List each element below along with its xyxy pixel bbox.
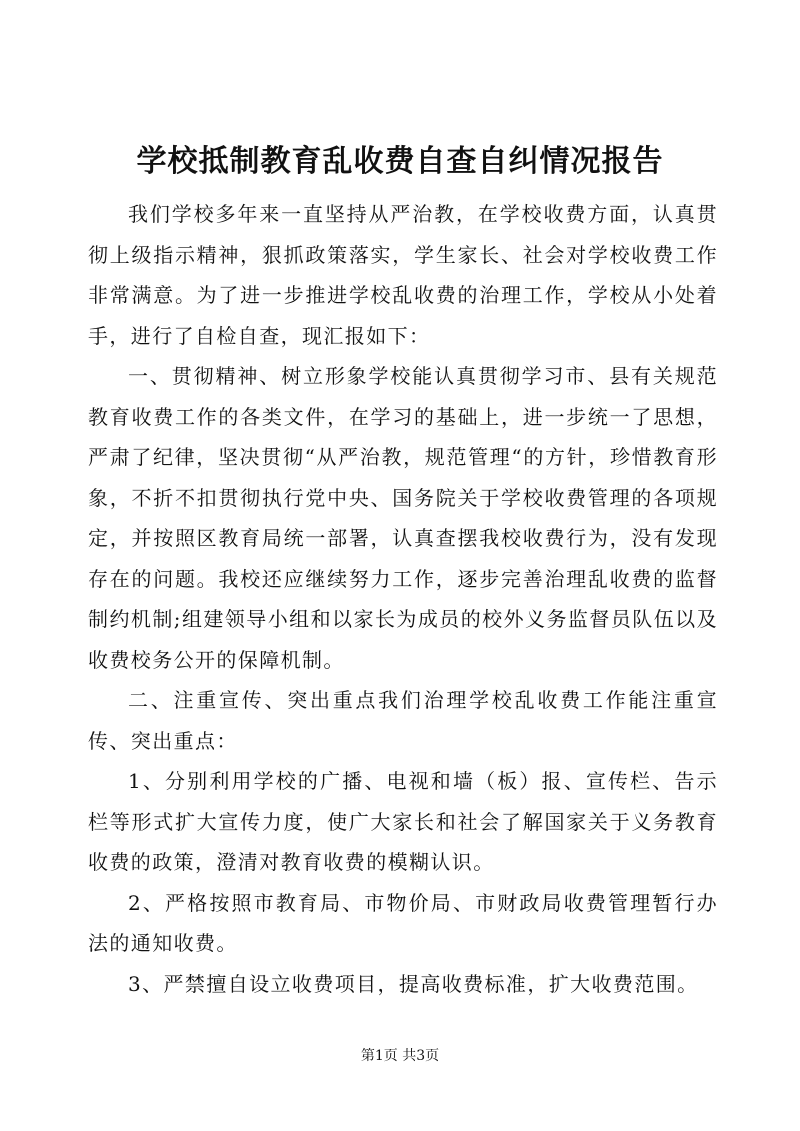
paragraph-section-2: 二、注重宣传、突出重点我们治理学校乱收费工作能注重宣传、突出重点：: [88, 688, 718, 753]
paragraph-item-3: 3、严禁擅自设立收费项目，提高收费标准，扩大收费范围。: [128, 971, 699, 996]
document-title: 学校抵制教育乱收费自查自纠情况报告: [136, 144, 664, 179]
paragraph-section-1: 一、贯彻精神、树立形象学校能认真贯彻学习市、县有关规范教育收费工作的各类文件，在学习的基础上，进一步统一了思想，严肃了纪律，坚决贯彻“从严治教，规范管理“的方针，珍惜教育形象，不折不扣贯彻执行党中央、国务院关于学校收费管理的各项规定，并按照区教育局统一部署，认真查摆我校收费行为，没有发现存在的问题。我校还应继续努力工作，逐步完善治理乱收费的监督制约机制;组建领导小组和以家长为成员的校外义务监督员队伍以及收费校务公开的保障机制。: [88, 364, 718, 672]
paragraph-item-1: 1、分别利用学校的广播、电视和墙（板）报、宣传栏、告示栏等形式扩大宣传力度，使广大家长和社会了解国家关于义务教育收费的政策，澄清对教育收费的模糊认识。: [88, 769, 718, 874]
document-body: [88, 194, 718, 1004]
paragraph-intro: 我们学校多年来一直坚持从严治教，在学校收费方面，认真贯彻上级指示精神，狠抓政策落实，学生家长、社会对学校收费工作非常满意。为了进一步推进学校乱收费的治理工作，学校从小处着手，进行了自检自查，现汇报如下：: [88, 202, 718, 348]
paragraph-item-2: 2、严格按照市教育局、市物价局、市财政局收费管理暂行办法的通知收费。: [88, 890, 718, 955]
page-footer: 第1页 共3页: [360, 1048, 440, 1064]
